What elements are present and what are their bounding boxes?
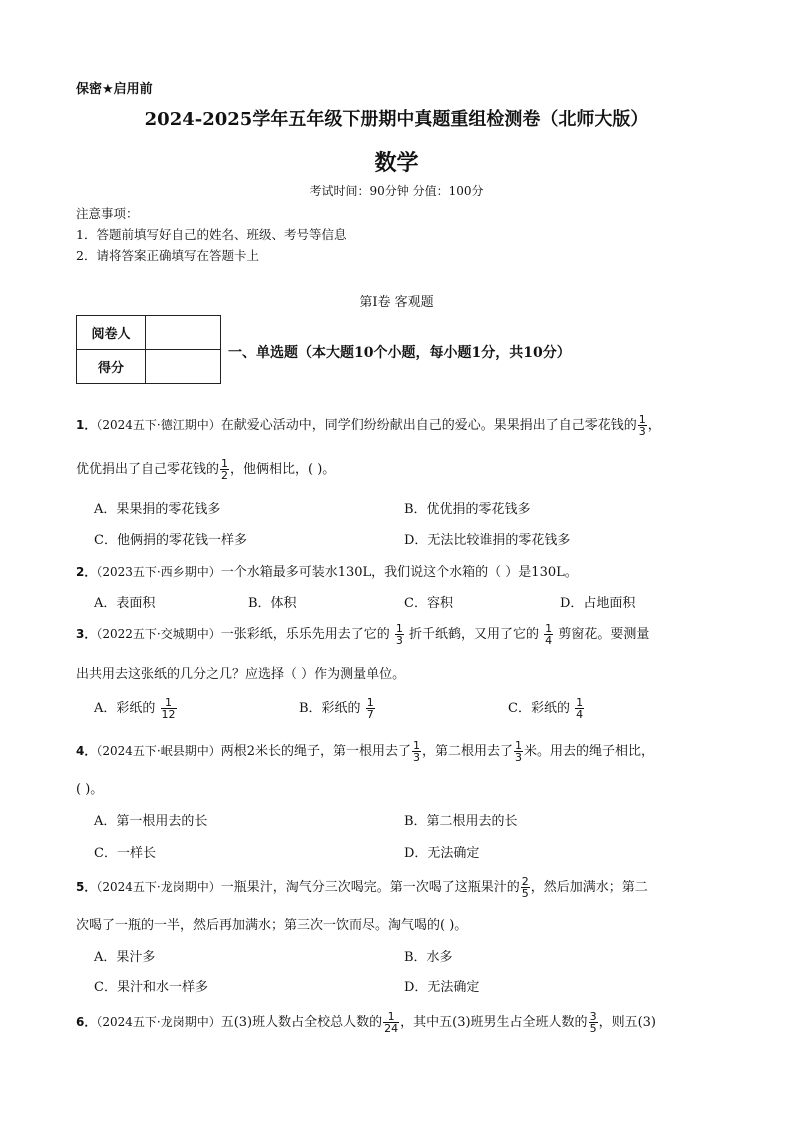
question-number: 6． <box>76 1015 97 1029</box>
question-source: （2022五下·交城期中） <box>96 627 221 641</box>
fraction: $\frac{1}{24}$ <box>384 1010 399 1035</box>
option-b[interactable]: B．第二根用去的长 <box>404 814 518 829</box>
question-source: （2024五下·德江期中） <box>96 418 221 432</box>
fraction: $\frac{1}{3}$ <box>638 413 646 438</box>
option-c[interactable]: C．他俩捐的零花钱一样多 <box>94 533 247 548</box>
option-a[interactable]: A．第一根用去的长 <box>94 814 208 829</box>
question-text: 五(3)班人数占全校总人数的 <box>220 1015 383 1030</box>
grader-cell <box>146 316 221 350</box>
question-text: ，第二根用去了 <box>422 744 514 759</box>
question-4-line-1 <box>76 740 654 763</box>
option-b[interactable]: B．体积 <box>248 596 297 611</box>
fraction: $\frac{1}{3}$ <box>395 622 403 647</box>
fraction: $\frac{1}{3}$ <box>413 739 420 764</box>
option-c[interactable]: C．彩纸的 $\frac{1}{4}$ <box>508 696 584 721</box>
question-source: （2024五下·龙岗期中） <box>96 1015 221 1029</box>
question-text: 折千纸鹤，又用了它的 <box>409 627 540 642</box>
question-3-line-2 <box>76 663 405 682</box>
grader-table <box>76 315 221 384</box>
note-item: 1．答题前填写好自己的姓名、班级、考号等信息 <box>76 227 347 242</box>
question-text: ，他俩相比，( )。 <box>230 462 336 477</box>
option-d[interactable]: D．无法确定 <box>404 980 480 995</box>
question-text: 一个水箱最多可装水130L，我们说这个水箱的（ ）是130L。 <box>220 565 578 580</box>
question-4-line-2 <box>76 778 103 797</box>
score-label: 得分 <box>77 350 146 384</box>
question-number: 4． <box>76 744 97 758</box>
question-source: （2024五下·岷县期中） <box>96 744 221 758</box>
question-1-line-2 <box>76 458 335 481</box>
secret-mark: 保密★启用前 <box>76 82 153 97</box>
question-3-line-1 <box>76 623 649 646</box>
question-text: 剪窗花。要测量 <box>558 627 650 642</box>
question-5-line-1 <box>76 876 648 899</box>
question-text: 一张彩纸，乐乐先用去了它的 <box>220 627 390 642</box>
question-number: 2． <box>76 565 97 579</box>
question-text: 在献爱心活动中，同学们纷纷献出自己的爱心。果果捐出了自己零花钱的 <box>220 418 637 433</box>
question-text: ，其中五(3)班男生占全班人数的 <box>400 1015 588 1030</box>
fraction: $\frac{1}{4}$ <box>576 696 584 721</box>
question-text: ，然后加满水；第二 <box>530 880 648 895</box>
question-2-line-1 <box>76 561 578 580</box>
question-source: （2024五下·龙岗期中） <box>96 880 221 894</box>
option-d[interactable]: D．占地面积 <box>560 596 636 611</box>
question-number: 5． <box>76 880 97 894</box>
question-1-line-1 <box>76 414 661 437</box>
option-b[interactable]: B．彩纸的 $\frac{1}{7}$ <box>299 696 374 721</box>
exam-meta: 考试时间：90分钟 分值：100分 <box>309 184 484 198</box>
question-text: ， <box>647 418 661 433</box>
fraction: $\frac{1}{4}$ <box>545 622 553 647</box>
fraction: $\frac{1}{2}$ <box>221 457 229 482</box>
question-text: 一瓶果汁，淘气分三次喝完。第一次喝了这瓶果汁的 <box>220 880 520 895</box>
option-d[interactable]: D．无法比较谁捐的零花钱多 <box>404 533 571 548</box>
note-item: 2．请将答案正确填写在答题卡上 <box>76 248 259 263</box>
fraction: $\frac{3}{5}$ <box>589 1010 597 1035</box>
fraction: $\frac{1}{3}$ <box>515 739 523 764</box>
option-a[interactable]: A．彩纸的 $\frac{1}{12}$ <box>94 696 176 721</box>
question-text: 次喝了一瓶的一半，然后再加满水；第三次一饮而尽。淘气喝的( )。 <box>76 918 468 933</box>
option-a[interactable]: A．表面积 <box>94 596 156 611</box>
option-c[interactable]: C．一样长 <box>94 846 156 861</box>
option-a[interactable]: A．果果捐的零花钱多 <box>94 502 221 517</box>
fraction: $\frac{1}{12}$ <box>161 696 176 721</box>
question-6-line-1 <box>76 1011 656 1034</box>
question-text: 米。用去的绳子相比， <box>524 744 655 759</box>
section-heading: 一、单选题（本大题10个小题，每小题1分，共10分） <box>228 345 571 361</box>
question-5-line-2 <box>76 914 467 933</box>
question-text: 出共用去这张纸的几分之几？应选择（ ）作为测量单位。 <box>76 667 406 682</box>
score-cell <box>146 350 221 384</box>
option-c[interactable]: C．果汁和水一样多 <box>94 980 208 995</box>
grader-label: 阅卷人 <box>77 316 146 350</box>
option-a[interactable]: A．果汁多 <box>94 950 156 965</box>
question-text: ，则五(3) <box>598 1015 656 1030</box>
option-d[interactable]: D．无法确定 <box>404 846 480 861</box>
option-c[interactable]: C．容积 <box>404 596 453 611</box>
volume-title: 第Ⅰ卷 客观题 <box>359 295 434 310</box>
question-source: （2023五下·西乡期中） <box>96 565 221 579</box>
fraction: $\frac{1}{7}$ <box>366 696 374 721</box>
question-text: 两根2米长的绳子，第一根用去了 <box>220 744 411 759</box>
option-b[interactable]: B．优优捐的零花钱多 <box>404 502 531 517</box>
subject-title: 数学 <box>374 151 419 176</box>
notes-block <box>76 203 346 266</box>
question-text: 优优捐出了自己零花钱的 <box>76 462 220 477</box>
exam-title: 2024-2025学年五年级下册期中真题重组检测卷（北师大版） <box>144 109 649 130</box>
option-b[interactable]: B．水多 <box>404 950 453 965</box>
question-text: ( )。 <box>76 782 104 797</box>
fraction: $\frac{2}{5}$ <box>521 875 529 900</box>
question-number: 3． <box>76 627 97 641</box>
question-number: 1． <box>76 418 97 432</box>
notes-heading: 注意事项： <box>76 206 139 221</box>
